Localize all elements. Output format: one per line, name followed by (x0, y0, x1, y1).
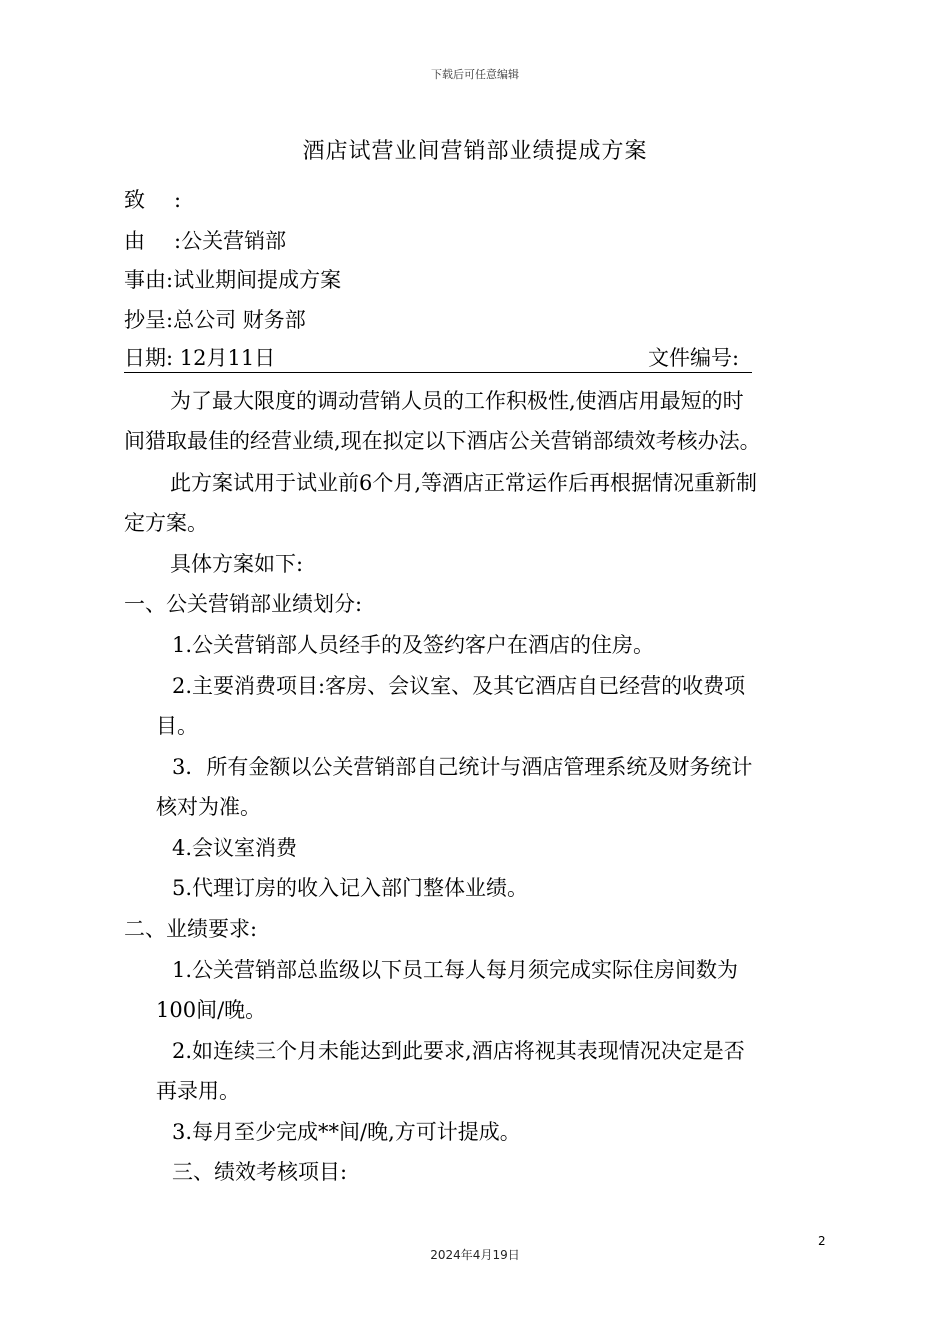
paragraph-1-line-2: 间猎取最佳的经营业绩,现在拟定以下酒店公关营销部绩效考核办法。 (124, 429, 761, 453)
meta-to (124, 186, 181, 214)
meta-from-value: :公关营销部 (174, 229, 287, 253)
meta-from-label: 由 (124, 229, 145, 253)
section-3-heading: 三、绩效考核项目: (172, 1160, 348, 1184)
meta-date: 日期: 12月11日 (124, 346, 276, 370)
paragraph-2-line-2: 定方案。 (124, 511, 208, 535)
meta-file-number: 文件编号: (648, 346, 740, 370)
section-2-heading: 二、业绩要求: (124, 917, 258, 941)
section-1-item-5: 5.代理订房的收入记入部门整体业绩。 (172, 876, 529, 900)
section-1-item-1: 1.公关营销部人员经手的及签约客户在酒店的住房。 (172, 633, 655, 657)
meta-to-label: 致 (124, 188, 145, 212)
page-number: 2 (818, 1234, 826, 1248)
section-2-item-2-line-2: 再录用。 (156, 1079, 240, 1103)
section-1-item-3-line-1: 3．所有金额以公关营销部自己统计与酒店管理系统及财务统计 (172, 755, 753, 779)
paragraph-1-line-1: 为了最大限度的调动营销人员的工作积极性,使酒店用最短的时 (170, 389, 744, 413)
section-2-item-1-line-1: 1.公关营销部总监级以下员工每人每月须完成实际住房间数为 (172, 958, 739, 982)
section-2-item-1-line-2: 100间/晚。 (156, 998, 267, 1022)
meta-cc-label: 抄呈 (124, 308, 166, 332)
meta-subject-value: :试业期间提成方案 (166, 268, 342, 292)
section-2-item-2-line-1: 2.如连续三个月未能达到此要求,酒店将视其表现情况决定是否 (172, 1039, 745, 1063)
page-header: 下载后可任意编辑 (431, 68, 519, 81)
meta-to-value: : (174, 188, 182, 212)
paragraph-2-line-1: 此方案试用于试业前6个月,等酒店正常运作后再根据情况重新制 (170, 471, 758, 495)
section-1-item-3-line-2: 核对为准。 (156, 795, 261, 819)
document-title: 酒店试营业间营销部业绩提成方案 (302, 139, 648, 164)
meta-cc-value: :总公司 财务部 (166, 308, 306, 332)
meta-subject (124, 266, 341, 294)
section-1-item-4: 4.会议室消费 (172, 836, 298, 860)
meta-from (124, 227, 286, 255)
section-2-item-3: 3.每月至少完成**间/晚,方可计提成。 (172, 1120, 521, 1144)
meta-cc (124, 306, 306, 334)
section-1-heading: 一、公关营销部业绩划分: (124, 592, 363, 616)
page-footer-date: 2024年4月19日 (430, 1248, 520, 1262)
paragraph-3: 具体方案如下: (170, 552, 304, 576)
date-file-line (124, 344, 752, 373)
meta-subject-label: 事由 (124, 268, 166, 292)
section-1-item-2-line-1: 2.主要消费项目:客房、会议室、及其它酒店自已经营的收费项 (172, 674, 746, 698)
section-1-item-2-line-2: 目。 (156, 714, 198, 738)
